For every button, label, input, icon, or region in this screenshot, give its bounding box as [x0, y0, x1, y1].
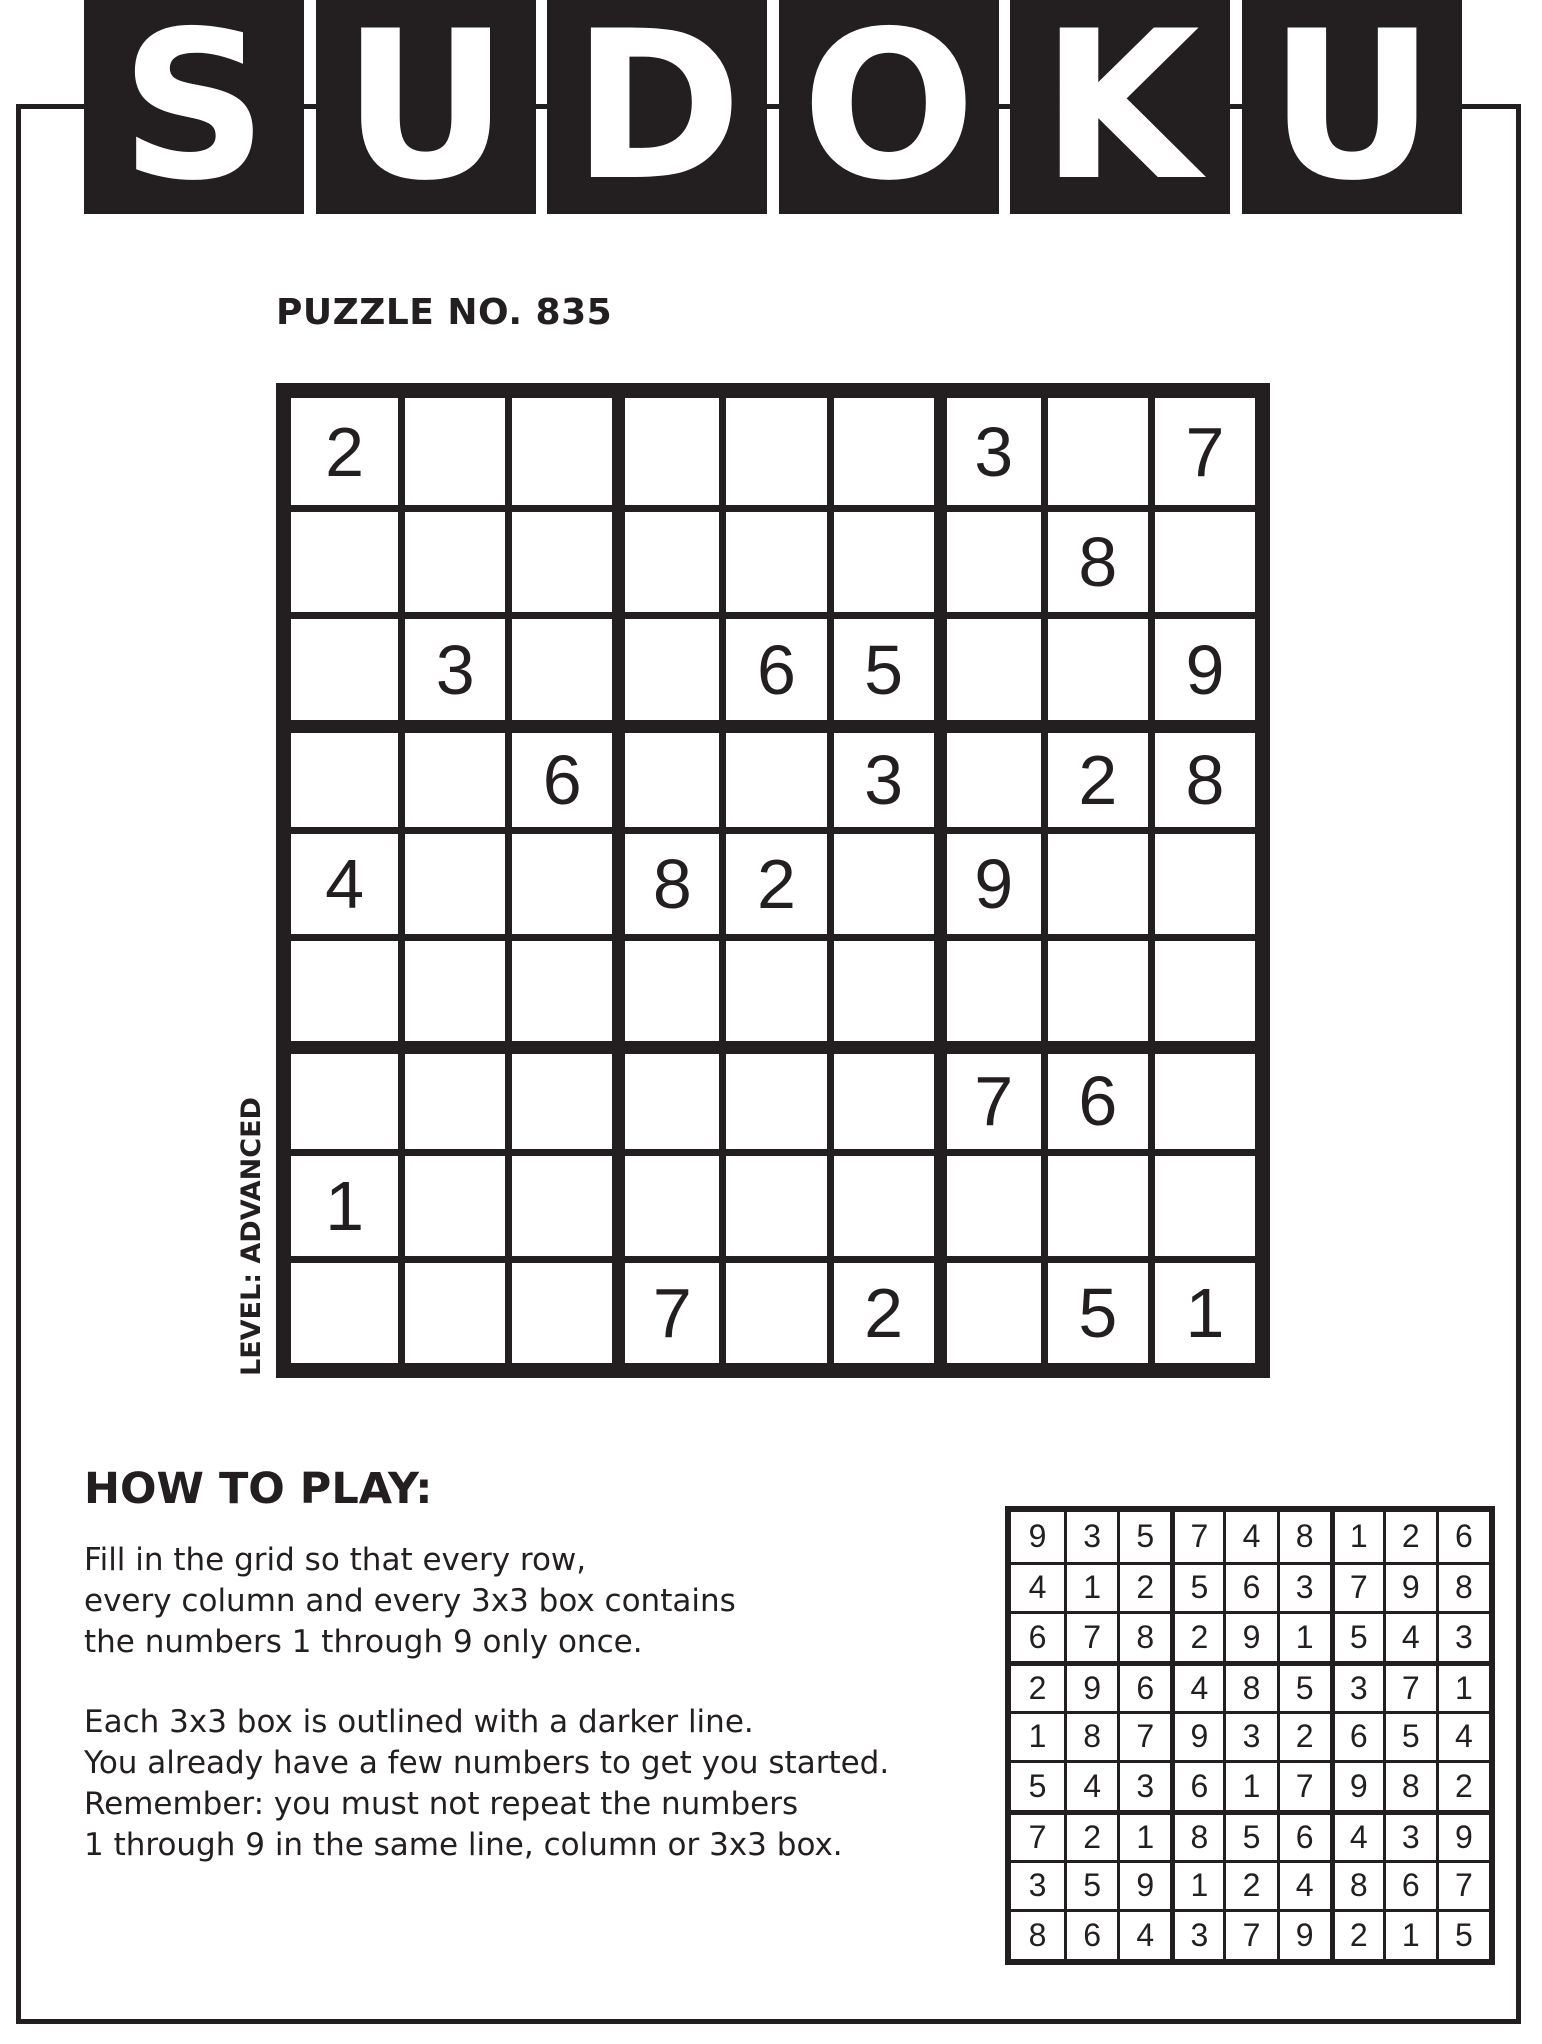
solution-cell: 9 — [1335, 1763, 1383, 1810]
solution-cell: 1 — [1120, 1815, 1170, 1860]
sudoku-cell[interactable] — [405, 733, 505, 827]
sudoku-cell[interactable] — [1155, 941, 1255, 1041]
solution-cell: 1 — [1226, 1763, 1276, 1810]
sudoku-cell[interactable] — [291, 1054, 398, 1148]
sudoku-cell[interactable] — [1048, 619, 1148, 719]
solution-cell: 4 — [1120, 1912, 1170, 1959]
solution-cell: 5 — [1175, 1565, 1223, 1612]
solution-cell: 8 — [1335, 1863, 1383, 1910]
solution-cell: 3 — [1067, 1512, 1117, 1562]
sudoku-cell[interactable]: 7 — [947, 1054, 1041, 1148]
sudoku-cell[interactable]: 2 — [291, 398, 398, 505]
solution-cell: 5 — [1067, 1863, 1117, 1910]
sudoku-cell[interactable] — [1048, 941, 1148, 1041]
solution-cell: 9 — [1011, 1512, 1064, 1562]
sudoku-title — [84, 0, 1462, 226]
solution-cell: 9 — [1226, 1614, 1276, 1661]
sudoku-cell[interactable] — [625, 619, 719, 719]
sudoku-cell[interactable] — [625, 733, 719, 827]
sudoku-cell[interactable] — [405, 834, 505, 934]
sudoku-cell[interactable]: 7 — [625, 1263, 719, 1363]
solution-cell: 7 — [1439, 1863, 1489, 1910]
solution-cell: 7 — [1011, 1815, 1064, 1860]
solution-cell: 9 — [1120, 1863, 1170, 1910]
sudoku-cell[interactable] — [947, 733, 1041, 827]
sudoku-cell[interactable] — [512, 1156, 612, 1256]
sudoku-cell[interactable] — [947, 1263, 1041, 1363]
instruction-line: the numbers 1 through 9 only once. — [84, 1624, 643, 1660]
solution-cell: 3 — [1011, 1863, 1064, 1910]
solution-cell: 9 — [1067, 1666, 1117, 1711]
solution-cell: 4 — [1439, 1714, 1489, 1761]
solution-cell: 2 — [1067, 1815, 1117, 1860]
solution-cell: 3 — [1280, 1565, 1330, 1612]
solution-cell: 2 — [1226, 1863, 1276, 1910]
sudoku-cell[interactable]: 1 — [291, 1156, 398, 1256]
solution-cell: 4 — [1011, 1565, 1064, 1612]
instruction-line: You already have a few numbers to get you started. — [84, 1745, 890, 1781]
solution-cell: 5 — [1386, 1714, 1436, 1761]
solution-cell: 7 — [1226, 1912, 1276, 1959]
sudoku-cell[interactable] — [291, 512, 398, 612]
sudoku-cell[interactable] — [1155, 1054, 1255, 1148]
solution-cell: 7 — [1067, 1614, 1117, 1661]
instruction-line: 1 through 9 in the same line, column or 3x3 box. — [84, 1827, 843, 1863]
sudoku-cell[interactable] — [834, 398, 934, 505]
title-letter-tile: D — [547, 0, 767, 214]
sudoku-cell[interactable] — [512, 1263, 612, 1363]
solution-cell: 6 — [1120, 1666, 1170, 1711]
sudoku-cell[interactable] — [512, 619, 612, 719]
title-letter-tile: U — [1242, 0, 1462, 214]
solution-cell: 9 — [1439, 1815, 1489, 1860]
sudoku-cell[interactable] — [1048, 834, 1148, 934]
sudoku-cell[interactable] — [726, 1054, 826, 1148]
solution-cell: 8 — [1226, 1666, 1276, 1711]
sudoku-cell[interactable] — [726, 941, 826, 1041]
solution-cell: 2 — [1175, 1614, 1223, 1661]
sudoku-cell[interactable] — [291, 941, 398, 1041]
difficulty-level: LEVEL: ADVANCED — [236, 1097, 267, 1376]
sudoku-cell[interactable] — [834, 834, 934, 934]
sudoku-cell[interactable]: 5 — [834, 619, 934, 719]
title-letter-tile: K — [1010, 0, 1230, 214]
sudoku-cell[interactable] — [947, 1156, 1041, 1256]
solution-cell: 5 — [1335, 1614, 1383, 1661]
sudoku-cell[interactable] — [405, 941, 505, 1041]
sudoku-cell[interactable] — [625, 512, 719, 612]
sudoku-cell[interactable]: 9 — [947, 834, 1041, 934]
solution-cell: 6 — [1439, 1512, 1489, 1562]
sudoku-cell[interactable]: 6 — [512, 733, 612, 827]
sudoku-cell[interactable]: 3 — [834, 733, 934, 827]
solution-cell: 5 — [1120, 1512, 1170, 1562]
sudoku-cell[interactable] — [1155, 1156, 1255, 1256]
sudoku-cell[interactable] — [405, 512, 505, 612]
sudoku-cell[interactable]: 7 — [1155, 398, 1255, 505]
sudoku-cell[interactable] — [947, 619, 1041, 719]
sudoku-cell[interactable]: 2 — [726, 834, 826, 934]
sudoku-cell[interactable] — [405, 1156, 505, 1256]
title-letter-tile: U — [316, 0, 536, 214]
sudoku-cell[interactable] — [726, 733, 826, 827]
solution-cell: 6 — [1175, 1763, 1223, 1810]
solution-cell: 1 — [1386, 1912, 1436, 1959]
solution-cell: 4 — [1386, 1614, 1436, 1661]
solution-cell: 2 — [1335, 1912, 1383, 1959]
solution-cell: 2 — [1011, 1666, 1064, 1711]
sudoku-cell[interactable] — [405, 398, 505, 505]
solution-cell: 6 — [1011, 1614, 1064, 1661]
sudoku-cell[interactable] — [291, 733, 398, 827]
sudoku-cell[interactable]: 2 — [834, 1263, 934, 1363]
solution-cell: 6 — [1386, 1863, 1436, 1910]
solution-cell: 3 — [1226, 1714, 1276, 1761]
sudoku-grid — [276, 383, 1270, 1378]
sudoku-cell[interactable] — [512, 834, 612, 934]
sudoku-cell[interactable]: 6 — [1048, 1054, 1148, 1148]
solution-cell: 5 — [1226, 1815, 1276, 1860]
solution-cell: 7 — [1120, 1714, 1170, 1761]
instruction-line: Each 3x3 box is outlined with a darker line. — [84, 1704, 754, 1740]
sudoku-cell[interactable] — [1048, 1156, 1148, 1256]
solution-cell: 3 — [1335, 1666, 1383, 1711]
solution-cell: 8 — [1386, 1763, 1436, 1810]
sudoku-cell[interactable]: 5 — [1048, 1263, 1148, 1363]
solution-cell: 2 — [1386, 1512, 1436, 1562]
sudoku-cell[interactable] — [834, 512, 934, 612]
title-letter-tile: O — [779, 0, 999, 214]
solution-cell: 8 — [1175, 1815, 1223, 1860]
solution-cell: 3 — [1120, 1763, 1170, 1810]
solution-cell: 8 — [1011, 1912, 1064, 1959]
solution-cell: 2 — [1280, 1714, 1330, 1761]
instructions-paragraph-1 — [84, 1540, 736, 1663]
solution-cell: 4 — [1280, 1863, 1330, 1910]
solution-cell: 6 — [1335, 1714, 1383, 1761]
sudoku-cell[interactable] — [726, 1263, 826, 1363]
solution-cell: 3 — [1439, 1614, 1489, 1661]
solution-cell: 9 — [1280, 1912, 1330, 1959]
sudoku-cell[interactable] — [947, 941, 1041, 1041]
sudoku-cell[interactable] — [405, 1054, 505, 1148]
sudoku-cell[interactable] — [625, 1054, 719, 1148]
solution-cell: 8 — [1280, 1512, 1330, 1562]
instruction-line: Remember: you must not repeat the numbers — [84, 1786, 799, 1822]
solution-cell: 1 — [1335, 1512, 1383, 1562]
instructions-paragraph-2 — [84, 1702, 889, 1866]
solution-cell: 7 — [1386, 1666, 1436, 1711]
solution-cell: 4 — [1067, 1763, 1117, 1810]
puzzle-number: PUZZLE NO. 835 — [276, 292, 613, 333]
solution-cell: 6 — [1067, 1912, 1117, 1959]
solution-cell: 4 — [1226, 1512, 1276, 1562]
sudoku-cell[interactable] — [625, 398, 719, 505]
solution-cell: 7 — [1175, 1512, 1223, 1562]
solution-cell: 1 — [1011, 1714, 1064, 1761]
solution-grid — [1005, 1506, 1495, 1965]
sudoku-cell[interactable]: 9 — [1155, 619, 1255, 719]
solution-cell: 8 — [1067, 1714, 1117, 1761]
sudoku-cell[interactable] — [834, 941, 934, 1041]
sudoku-cell[interactable] — [1155, 834, 1255, 934]
solution-cell: 1 — [1280, 1614, 1330, 1661]
solution-cell: 3 — [1175, 1912, 1223, 1959]
sudoku-cell[interactable] — [726, 1156, 826, 1256]
sudoku-cell[interactable]: 8 — [625, 834, 719, 934]
sudoku-cell[interactable] — [726, 398, 826, 505]
solution-cell: 1 — [1175, 1863, 1223, 1910]
sudoku-cell[interactable] — [512, 398, 612, 505]
sudoku-cell[interactable] — [834, 1156, 934, 1256]
sudoku-cell[interactable] — [291, 619, 398, 719]
solution-cell: 6 — [1280, 1815, 1330, 1860]
sudoku-cell[interactable]: 3 — [405, 619, 505, 719]
sudoku-cell[interactable] — [1155, 512, 1255, 612]
sudoku-cell[interactable]: 3 — [947, 398, 1041, 505]
solution-cell: 5 — [1439, 1912, 1489, 1959]
solution-cell: 9 — [1386, 1565, 1436, 1612]
sudoku-cell[interactable]: 1 — [1155, 1263, 1255, 1363]
sudoku-cell[interactable] — [405, 1263, 505, 1363]
sudoku-cell[interactable] — [625, 1156, 719, 1256]
sudoku-cell[interactable]: 4 — [291, 834, 398, 934]
sudoku-cell[interactable] — [512, 512, 612, 612]
solution-cell: 4 — [1175, 1666, 1223, 1711]
sudoku-cell[interactable] — [834, 1054, 934, 1148]
sudoku-cell[interactable] — [726, 512, 826, 612]
solution-cell: 6 — [1226, 1565, 1276, 1612]
sudoku-cell[interactable] — [512, 1054, 612, 1148]
sudoku-cell[interactable]: 8 — [1048, 512, 1148, 612]
solution-cell: 1 — [1067, 1565, 1117, 1612]
title-letter-tile: S — [84, 0, 304, 214]
solution-cell: 2 — [1439, 1763, 1489, 1810]
solution-cell: 3 — [1386, 1815, 1436, 1860]
solution-cell: 5 — [1280, 1666, 1330, 1711]
solution-cell: 1 — [1439, 1666, 1489, 1711]
solution-cell: 2 — [1120, 1565, 1170, 1612]
sudoku-cell[interactable] — [625, 941, 719, 1041]
solution-cell: 8 — [1120, 1614, 1170, 1661]
sudoku-cell[interactable] — [512, 941, 612, 1041]
solution-cell: 7 — [1335, 1565, 1383, 1612]
sudoku-cell[interactable]: 6 — [726, 619, 826, 719]
instruction-line: every column and every 3x3 box contains — [84, 1583, 736, 1619]
solution-cell: 9 — [1175, 1714, 1223, 1761]
solution-cell: 8 — [1439, 1565, 1489, 1612]
instruction-line: Fill in the grid so that every row, — [84, 1542, 587, 1578]
sudoku-cell[interactable] — [291, 1263, 398, 1363]
solution-cell: 7 — [1280, 1763, 1330, 1810]
sudoku-cell[interactable]: 2 — [1048, 733, 1148, 827]
sudoku-cell[interactable]: 8 — [1155, 733, 1255, 827]
sudoku-cell[interactable] — [1048, 398, 1148, 505]
solution-cell: 4 — [1335, 1815, 1383, 1860]
how-to-play-title: HOW TO PLAY: — [84, 1464, 433, 1514]
sudoku-cell[interactable] — [947, 512, 1041, 612]
solution-cell: 5 — [1011, 1763, 1064, 1810]
